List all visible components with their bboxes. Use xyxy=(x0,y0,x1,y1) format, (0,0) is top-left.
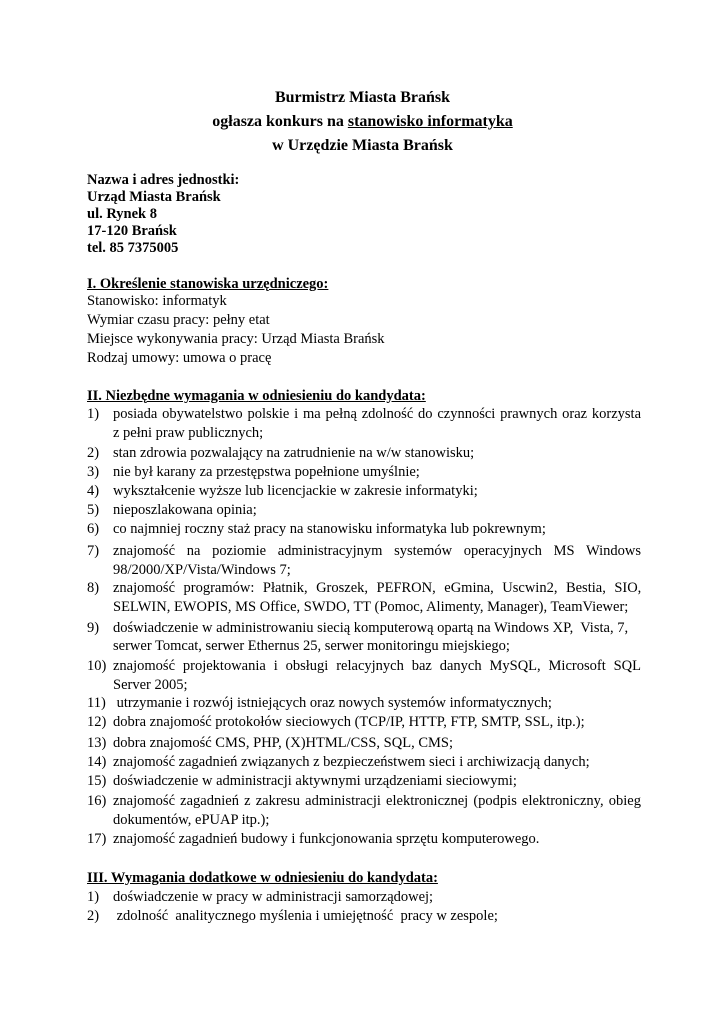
item-text: Server 2005; xyxy=(113,677,188,693)
item-number: 1) xyxy=(87,406,100,422)
item-text: SELWIN, EWOPIS, MS Office, SWDO, TT (Pomoc, Alimenty, Manager), TeamViewer; xyxy=(113,599,629,615)
item-number: 13) xyxy=(87,735,107,751)
item-number: 2) xyxy=(87,908,100,924)
item-text: co najmniej roczny staż pracy na stanowisku informatyka lub pokrewnym; xyxy=(113,521,546,537)
item-text: znajomość zagadnień związanych z bezpieczeństwem sieci i archiwizacją danych; xyxy=(113,754,590,770)
item-number: 7) xyxy=(87,543,100,559)
item-number: 2) xyxy=(87,445,100,461)
item-text: dobra znajomość protokołów sieciowych (TCP/IP, HTTP, FTP, SMTP, SSL, itp.); xyxy=(113,714,585,730)
item-text: nieposzlakowana opinia; xyxy=(113,502,257,518)
item-number: 15) xyxy=(87,773,107,789)
item-text: znajomość zagadnień z zakresu administracji elektronicznej (podpis elektroniczny, obieg xyxy=(113,793,641,809)
item-text: nie był karany za przestępstwa popełnione umyślnie; xyxy=(113,464,420,480)
item-number: 14) xyxy=(87,754,107,770)
section-1-line: Miejsce wykonywania pracy: Urząd Miasta Brańsk xyxy=(87,331,385,347)
item-number: 9) xyxy=(87,620,100,636)
section-1-line: Rodzaj umowy: umowa o pracę xyxy=(87,350,272,366)
office-name-title: w Urzędzie Miasta Brańsk xyxy=(272,137,453,154)
item-number: 11) xyxy=(87,695,106,711)
item-text: 98/2000/XP/Vista/Windows 7; xyxy=(113,562,291,578)
item-text: zdolność analitycznego myślenia i umiejętność pracy w zespole; xyxy=(113,908,498,924)
item-number: 4) xyxy=(87,483,100,499)
unit-name: Urząd Miasta Brańsk xyxy=(87,189,221,205)
item-text: znajomość projektowania i obsługi relacyjnych baz danych MySQL, Microsoft SQL xyxy=(113,658,641,674)
item-text: z pełni praw publicznych; xyxy=(113,425,264,441)
item-text: utrzymanie i rozwój istniejących oraz nowych systemów informatycznych; xyxy=(113,695,552,711)
item-text: doświadczenie w pracy w administracji samorządowej; xyxy=(113,889,434,905)
item-text: wykształcenie wyższe lub licencjackie w zakresie informatyki; xyxy=(113,483,478,499)
item-text: dobra znajomość CMS, PHP, (X)HTML/CSS, SQL, CMS; xyxy=(113,735,453,751)
announcement-subtitle xyxy=(0,112,725,132)
item-text: znajomość na poziomie administracyjnym systemów operacyjnych MS Windows xyxy=(113,543,641,559)
subtitle-prefix: ogłasza konkurs na xyxy=(212,113,348,130)
section-1-line: Wymiar czasu pracy: pełny etat xyxy=(87,312,270,328)
item-text: doświadczenie w administracji aktywnymi urządzeniami sieciowymi; xyxy=(113,773,517,789)
item-number: 3) xyxy=(87,464,100,480)
item-number: 17) xyxy=(87,831,107,847)
item-number: 10) xyxy=(87,658,107,674)
item-number: 12) xyxy=(87,714,107,730)
section-1-heading: I. Określenie stanowiska urzędniczego: xyxy=(87,276,329,292)
unit-label: Nazwa i adres jednostki: xyxy=(87,172,240,188)
section-1-line: Stanowisko: informatyk xyxy=(87,293,227,309)
item-text: serwer Tomcat, serwer Ethernus 25, serwer monitoringu miejskiego; xyxy=(113,638,510,654)
announcement-title: Burmistrz Miasta Brańsk xyxy=(274,89,451,106)
unit-phone: tel. 85 7375005 xyxy=(87,240,179,256)
position-name: stanowisko informatyka xyxy=(347,113,513,130)
item-text: znajomość zagadnień budowy i funkcjonowania sprzętu komputerowego. xyxy=(113,831,540,847)
item-text: stan zdrowia pozwalający na zatrudnienie na w/w stanowisku; xyxy=(113,445,475,461)
unit-street: ul. Rynek 8 xyxy=(87,206,157,222)
item-number: 8) xyxy=(87,580,100,596)
item-number: 1) xyxy=(87,889,100,905)
item-number: 5) xyxy=(87,502,100,518)
item-text: posiada obywatelstwo polskie i ma pełną zdolność do czynności prawnych oraz korzysta xyxy=(113,406,642,422)
item-text: znajomość programów: Płatnik, Groszek, PEFRON, eGmina, Uscwin2, Bestia, SIO, xyxy=(113,580,642,596)
section-2-heading: II. Niezbędne wymagania w odniesieniu do kandydata: xyxy=(87,388,426,404)
item-number: 6) xyxy=(87,521,100,537)
item-text: dokumentów, ePUAP itp.); xyxy=(113,812,270,828)
item-text: doświadczenie w administrowaniu siecią komputerową opartą na Windows XP, Vista, 7, xyxy=(113,620,629,636)
section-3-heading: III. Wymagania dodatkowe w odniesieniu do kandydata: xyxy=(87,870,438,886)
unit-postal: 17-120 Brańsk xyxy=(87,223,177,239)
item-number: 16) xyxy=(87,793,107,809)
